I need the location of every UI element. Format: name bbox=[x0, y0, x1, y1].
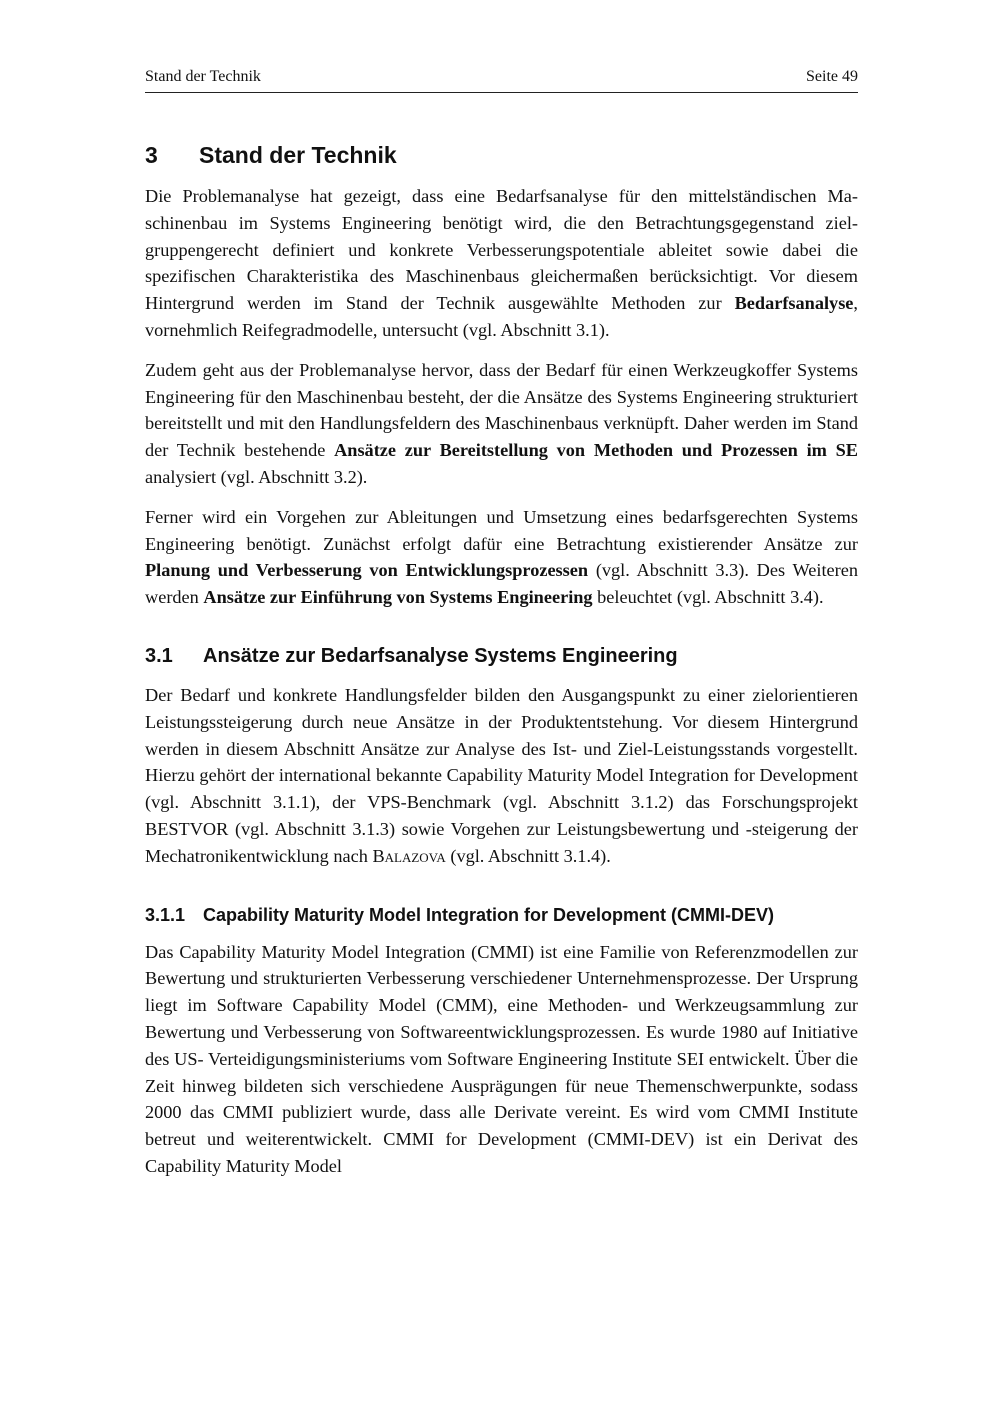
paragraph bbox=[145, 183, 858, 344]
text-run: (vgl. Abschnitt 3.3). Des Weiteren werden bbox=[145, 560, 858, 608]
subsection-title: Capability Maturity Model Integration for Development (CMMI-DEV) bbox=[203, 904, 775, 925]
paragraph bbox=[145, 682, 858, 870]
section-number: 3.1 bbox=[145, 644, 173, 667]
author-name: Balazova bbox=[372, 845, 446, 866]
paragraph bbox=[145, 504, 858, 611]
text-run: beleuchtet (vgl. Abschnitt 3.4). bbox=[592, 587, 824, 608]
text-run: (vgl. Abschnitt 3.1.4). bbox=[445, 845, 611, 866]
chapter-number: 3 bbox=[145, 142, 158, 168]
paragraph bbox=[145, 357, 858, 491]
page-content bbox=[145, 140, 858, 1193]
text-run: , vornehmlich Reifegradmodelle, untersucht (vgl. Abschnitt 3.1). bbox=[145, 293, 858, 340]
chapter-heading bbox=[145, 140, 858, 170]
page-number: Seite 49 bbox=[806, 68, 858, 85]
text-run: Die Problemanalyse hat gezeigt, dass eine Bedarfsanalyse für den mittelständischen Maschinenbau im Systems Engineering benötigt wird, die den Betrachtungsgegenstand zielgruppengerecht definiert und konkrete Verbesserungspotentiale ableitet sowie dabei die spezifischen Charakteristika des Maschinenbaus gleichermaßen berücksichtigt. Vor diesem Hintergrund werden im Stand der Technik ausgewählte Methoden zur bbox=[145, 186, 858, 314]
text-run: Zudem geht aus der Problemanalyse hervor, dass der Bedarf für einen Werkzeugkoffer Systems Engineering für den Maschinenbau besteht, der die Ansätze des Systems Engineering strukturiert bereitstellt und mit den Handlungsfeldern des Maschinenbaus verknüpft. Daher werden im Stand der Technik bestehende bbox=[145, 359, 858, 461]
paragraph: Das Capability Maturity Model Integration (CMMI) ist eine Familie von Referenzmodellen zur Bewertung und strukturierten Verbesserung verschiedener Unternehmensprozesse. Der Ursprung liegt im Software Capability Model (CMM), eine Methoden- und Werkzeugsammlung zur Bewertung und Verbesserung von Softwareentwicklungsprozessen. Es wurde 1980 auf Initiative des US- Verteidigungsministeriums vom Software Engineering Institute SEI entwickelt. Über die Zeit hinweg bildeten sich verschiedene Ausprägungen für neue Themenschwerpunkte, sodass 2000 das CMMI publiziert wurde, dass alle Derivate vereint. Es wird vom CMMI Institute betreut und weiterentwickelt. CMMI for Development (CMMI-DEV) ist ein Derivat des Capability Maturity Model bbox=[145, 941, 858, 1176]
running-header-title: Stand der Technik bbox=[145, 68, 261, 85]
subsection-number: 3.1.1 bbox=[145, 904, 186, 925]
bold-term: Ansätze zur Bereitstellung von Methoden und Prozessen im SE bbox=[334, 440, 858, 461]
bold-term: Ansätze zur Einführung von Systems Engineering bbox=[203, 587, 593, 608]
section-title: Ansätze zur Bedarfsanalyse Systems Engineering bbox=[203, 644, 678, 667]
bold-term: Bedarfsanalyse bbox=[734, 293, 854, 314]
section-heading bbox=[145, 643, 858, 670]
text-run: analysiert (vgl. Abschnitt 3.2). bbox=[145, 466, 368, 487]
subsection-heading bbox=[145, 903, 858, 927]
running-header bbox=[145, 66, 858, 93]
text-run: Ferner wird ein Vorgehen zur Ableitungen und Umsetzung eines bedarfsgerechten Systems Engineering benötigt. Zunächst erfolgt dafür eine Betrachtung existierender Ansätze zur bbox=[145, 506, 858, 554]
chapter-title: Stand der Technik bbox=[199, 142, 397, 168]
bold-term: Planung und Verbesserung von Entwicklungsprozessen bbox=[145, 560, 589, 581]
text-run: Der Bedarf und konkrete Handlungsfelder bilden den Ausgangspunkt zu einer zielorientieren Leistungssteigerung durch neue Ansätze in der Produktentstehung. Vor diesem Hintergrund werden in diesem Abschnitt Ansätze zur Analyse des Ist- und Ziel-Leistungsstands vorgestellt. Hierzu gehört der international bekannte Capability Maturity Model Integration for Development (vgl. Abschnitt 3.1.1), der VPS-Benchmark (vgl. Abschnitt 3.1.2) das Forschungsprojekt BESTVOR (vgl. Abschnitt 3.1.3) sowie Vorgehen zur Leistungsbewertung und -steigerung der Mechatronikentwicklung nach bbox=[145, 684, 858, 866]
